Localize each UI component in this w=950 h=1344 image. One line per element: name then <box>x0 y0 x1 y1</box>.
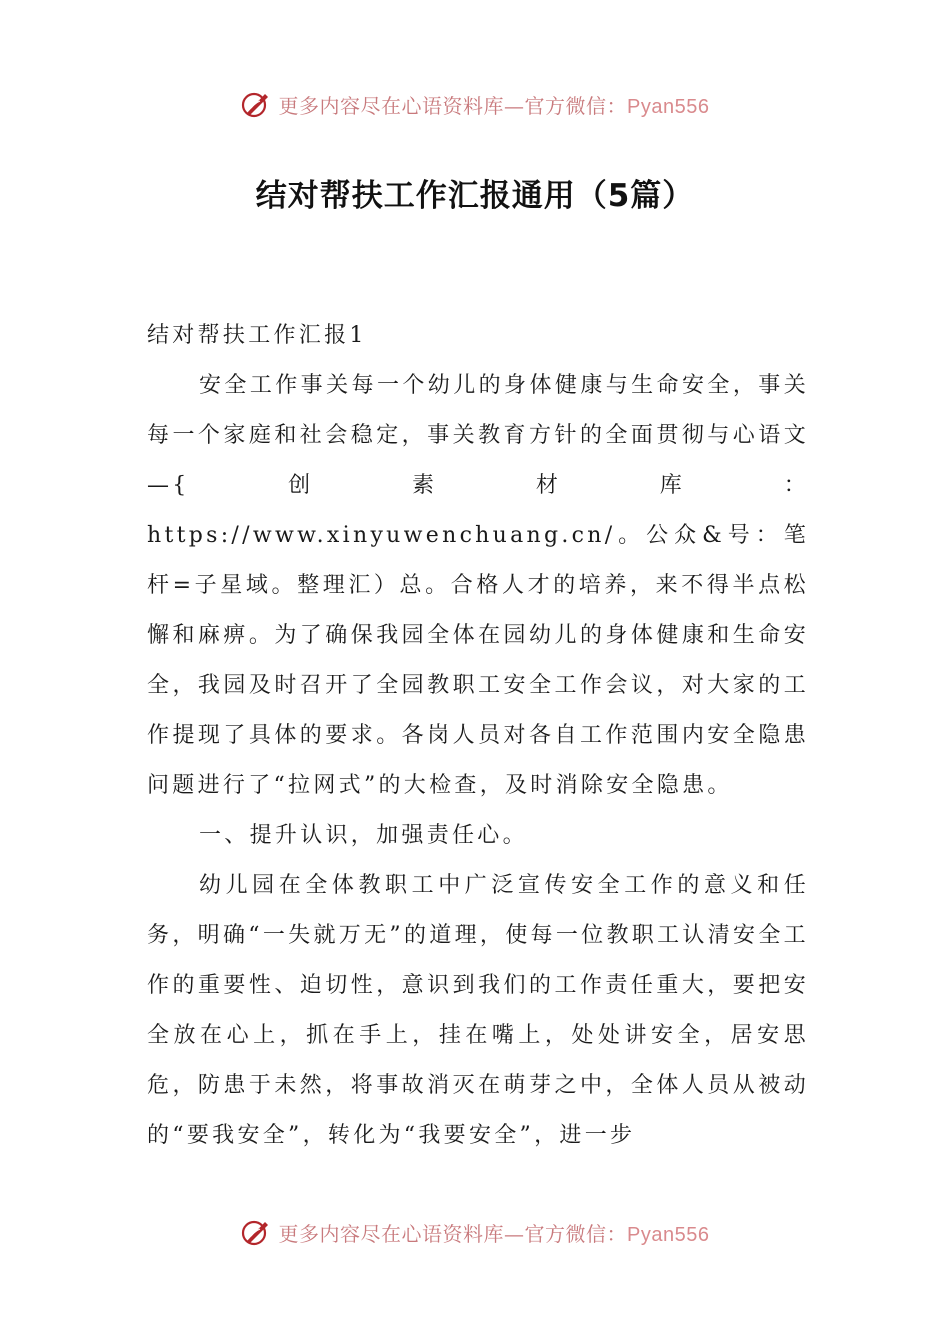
watermark-handle: Pyan556 <box>627 1223 710 1246</box>
document-body <box>147 311 809 1161</box>
quill-logo-icon <box>241 1217 271 1247</box>
section-heading: 结对帮扶工作汇报1 <box>147 323 367 348</box>
watermark-text: 更多内容尽在心语资料库—官方微信：Pyan556 <box>278 1221 710 1246</box>
watermark-banner-bottom <box>0 1212 950 1252</box>
paragraph-intro: 安全工作事关每一个幼儿的身体健康与生命安全，事关每一个家庭和社会稳定，事关教育方针的全面贯彻与心语文—{创素材库：https://www.xinyuwenchuang.cn/。公众&号：笔杆=子星域。整理汇）总。合格人才的培养，来不得半点松懈和麻痹。为了确保我园全体在园幼儿的身体健康和生命安全，我园及时召开了全园教职工安全工作会议，对大家的工作提现了具体的要求。各岗人员对各自工作范围内安全隐患问题进行了“拉网式”的大检查，及时消除安全隐患。 <box>147 373 809 798</box>
watermark-banner-top <box>0 84 950 124</box>
watermark-handle: Pyan556 <box>627 95 710 118</box>
document-title: 结对帮扶工作汇报通用（5篇） <box>255 178 695 214</box>
paragraph-subheading: 一、提升认识，加强责任心。 <box>199 823 528 848</box>
paragraph-body: 幼儿园在全体教职工中广泛宣传安全工作的意义和任务，明确“一失就万无”的道理，使每一位教职工认清安全工作的重要性、迫切性，意识到我们的工作责任重大，要把安全放在心上，抓在手上，挂在嘴上，处处讲安全，居安思危，防患于未然，将事故消灭在萌芽之中，全体人员从被动的“要我安全”，转化为“我要安全”，进一步 <box>147 873 809 1148</box>
quill-logo-icon <box>241 89 271 119</box>
watermark-text: 更多内容尽在心语资料库—官方微信：Pyan556 <box>278 93 710 118</box>
